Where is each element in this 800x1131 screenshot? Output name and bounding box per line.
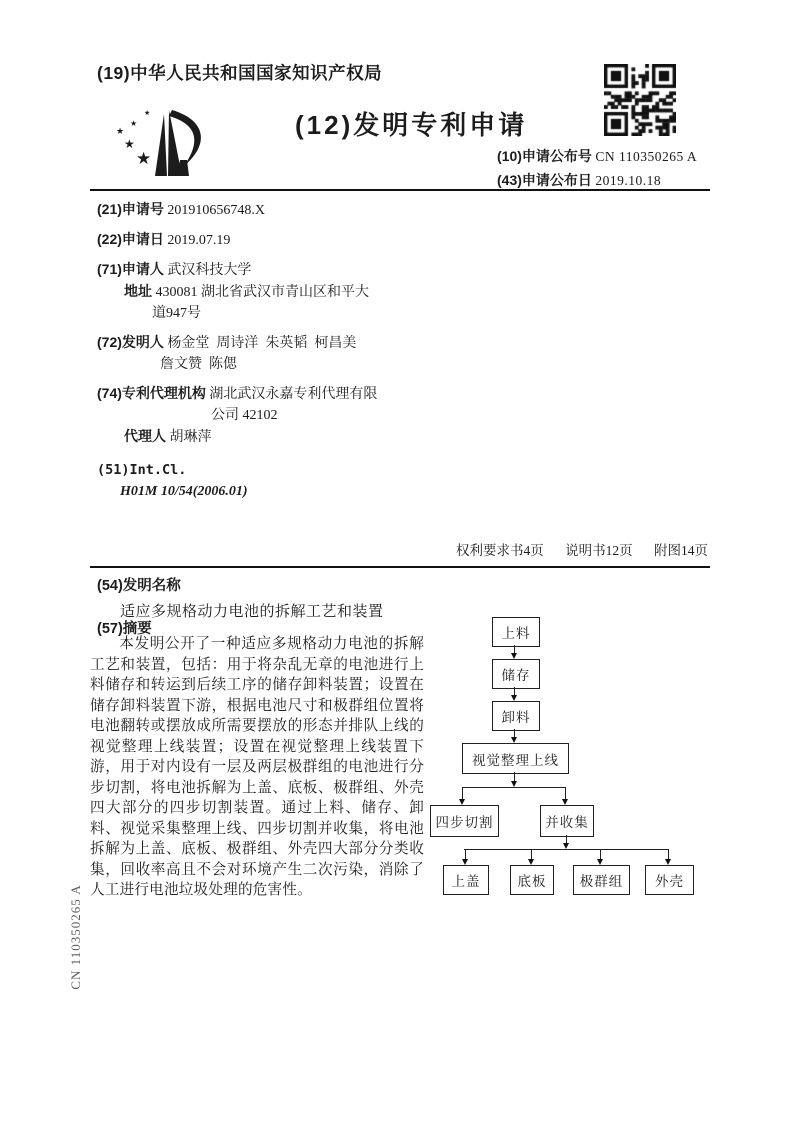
int-cl-value: H01M 10/54(2006.01) [120, 484, 248, 499]
flow-node-vision-align: 视觉整理上线 [462, 743, 569, 774]
flow-branch-line [464, 849, 669, 850]
abstract-text: 本发明公开了一种适应多规格动力电池的拆解工艺和装置，包括：用于将杂乱无章的电池进行上料储存和转运到后续工序的储存卸料装置；设置在储存卸料装置下游，根据电池尺寸和极群组位置将电池翻转或摆放成所需要摆放的形态并排队上线的视觉整理上线装置；设置在视觉整理上线装置下游，用于对内设有一层及两层极群组的电池进行分步切割，将电池拆解为上盖、底板、极群组、外壳四大部分的四步切割装置。通过上料、储存、卸料、视觉采集整理上线、四步切割并收集，将电池拆解为上盖、底板、极群组、外壳四大部分分类收集，回收率高且不会对环境产生二次污染，消除了人工进行电池垃圾处理的危害性。 [90, 636, 424, 898]
flow-node-shell: 外壳 [645, 865, 694, 895]
agency-line2: 公司 42102 [211, 408, 278, 423]
address-label: 地址 [124, 283, 152, 299]
application-date-value: 2019.07.19 [167, 233, 231, 248]
inventors-label: (72)发明人 [97, 334, 164, 350]
flow-node-unload: 卸料 [492, 701, 540, 731]
svg-text:★: ★ [136, 149, 152, 168]
agency-label: (74)专利代理机构 [97, 385, 206, 401]
address-line2: 道947号 [152, 306, 201, 321]
patent-office-name: (19)中华人民共和国国家知识产权局 [97, 63, 383, 83]
applicant-value: 武汉科技大学 [167, 263, 252, 278]
publication-date-label: (43)申请公布日 [497, 172, 592, 188]
header-divider [90, 189, 710, 191]
publication-date-row [497, 170, 661, 190]
drawings-pages: 附图14页 [654, 543, 708, 558]
inventors-item [97, 332, 447, 375]
publication-number-label: (10)申请公布号 [497, 148, 592, 164]
bibliographic-block [97, 199, 447, 510]
document-type-title: (12)发明专利申请 [295, 110, 528, 140]
inventors-line1: 杨金堂 周诗洋 朱英韬 柯昌美 [167, 336, 357, 351]
flow-node-collect: 并收集 [540, 805, 594, 837]
application-number-label: (21)申请号 [97, 201, 164, 217]
flow-node-top-cover: 上盖 [443, 865, 489, 895]
application-number-item [97, 199, 447, 221]
agent-value: 胡琳萍 [169, 430, 212, 445]
int-cl-item [97, 460, 447, 502]
section-divider [90, 566, 710, 568]
cnipa-logo-icon [112, 98, 227, 186]
abstract-label: (57)摘要 [97, 621, 152, 637]
flow-node-storage: 储存 [492, 659, 540, 689]
description-pages: 说明书12页 [565, 543, 633, 558]
agent-label: 代理人 [124, 428, 166, 444]
invention-title-label: (54)发明名称 [97, 578, 181, 594]
invention-title: 适应多规格动力电池的拆解工艺和装置 [120, 604, 384, 620]
publication-number-row [497, 146, 697, 166]
flow-node-electrode-group: 极群组 [573, 865, 630, 895]
address-line1: 430081 湖北省武汉市青山区和平大 [155, 285, 369, 300]
qr-code-icon [604, 64, 676, 136]
flow-node-feed: 上料 [492, 617, 540, 647]
int-cl-label: (51)Int.Cl. [97, 462, 187, 478]
application-date-item [97, 229, 447, 251]
side-publication-code: CN 110350265 A [68, 884, 83, 990]
publication-number-value: CN 110350265 A [595, 149, 698, 164]
svg-text:★: ★ [116, 126, 125, 136]
agency-line1: 湖北武汉永嘉专利代理有限 [209, 387, 378, 402]
svg-text:★: ★ [130, 119, 138, 128]
svg-text:★: ★ [124, 137, 135, 151]
flow-node-four-step-cut: 四步切割 [430, 805, 499, 837]
application-number-value: 201910656748.X [167, 203, 266, 218]
page-counts-line [90, 539, 708, 559]
inventors-line2: 詹文赞 陈偲 [160, 357, 237, 372]
applicant-label: (71)申请人 [97, 261, 164, 277]
flow-node-bottom-plate: 底板 [510, 865, 554, 895]
invention-title-section [97, 574, 384, 621]
application-date-label: (22)申请日 [97, 231, 164, 247]
agency-item [97, 383, 447, 448]
abstract-flowchart [430, 609, 710, 909]
svg-text:★: ★ [144, 109, 151, 117]
claims-pages: 权利要求书4页 [456, 543, 544, 558]
applicant-item [97, 259, 447, 324]
flow-branch-line [462, 787, 566, 788]
publication-date-value: 2019.10.18 [595, 173, 662, 188]
